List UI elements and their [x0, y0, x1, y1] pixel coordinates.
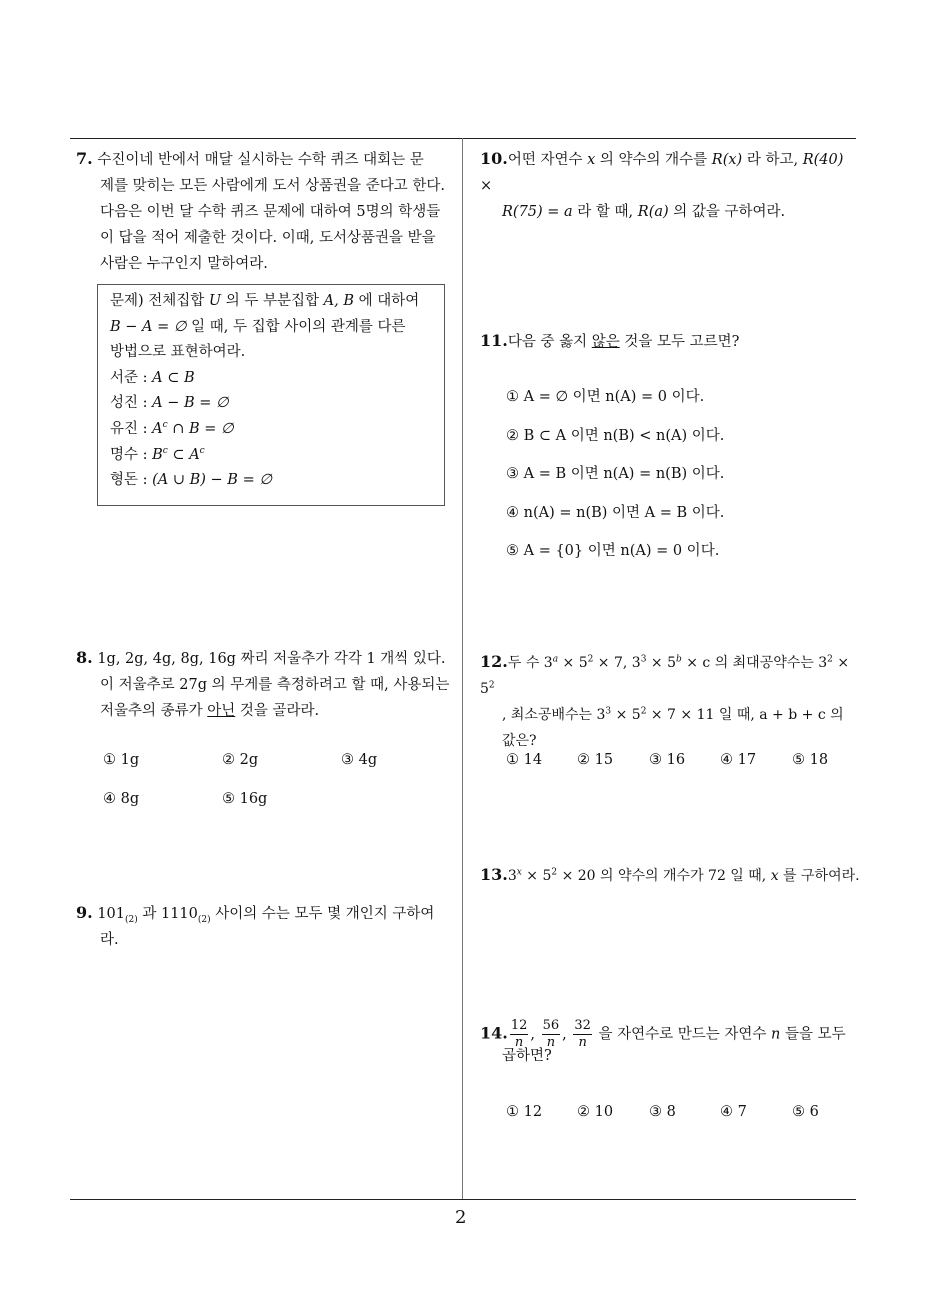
answer-hyeongdon: 형돈 : (A ∪ B) − B = ∅ [110, 472, 272, 489]
page-number: 2 [455, 1207, 467, 1228]
question-13: $13.3^x \times 5^2 \times 20$ 의 약수의 개수가 72 일 때, x 를 구하여라. [480, 865, 860, 884]
choice-5[interactable]: ⑤ 16g [222, 791, 268, 807]
fraction-32-n: $\frac{32}{n}$ [574, 1018, 591, 1050]
choice-5[interactable]: ⑤ 18 [792, 752, 829, 768]
question-11: 11.다음 중 옳지 않은 것을 모두 고르면? [480, 331, 740, 350]
question-12: 12.두 수 $3^a \times 5^2 \times 7$, $3^3 \times 5^b \times c$ 의 최대공약수는 $3^2 \times 5^2$ , 최소공배수는 $3^3 \times 5^2 \times 7 \times 11$ 일 때, a + b + c 의 값은? [480, 652, 850, 749]
fraction-12-n: $\frac{12}{n}$ [510, 1018, 528, 1050]
top-rule [70, 138, 856, 139]
fraction-56-n: $\frac{56}{n}$ [542, 1018, 560, 1050]
choice-1[interactable]: ① A = ∅ 이면 n(A) = 0 이다. [506, 389, 705, 405]
answer-yujin: 유진 : $A^c$ ∩ B = ∅ [110, 420, 234, 437]
choice-1[interactable]: ① 12 [506, 1104, 543, 1120]
choice-5[interactable]: ⑤ 6 [792, 1104, 819, 1120]
answer-myeongsu: 명수 : $B^c$ ⊂ $A^c$ [110, 445, 205, 463]
choice-4[interactable]: ④ n(A) = n(B) 이면 A = B 이다. [506, 505, 725, 521]
answer-seojun: 서준 : A ⊂ B [110, 369, 195, 386]
choice-2[interactable]: ② 2g [222, 752, 259, 768]
choice-1[interactable]: ① 14 [506, 752, 543, 768]
choice-3[interactable]: ③ 16 [649, 752, 686, 768]
choice-2[interactable]: ② B ⊂ A 이면 n(B) < n(A) 이다. [506, 428, 725, 444]
question-number: 7. [76, 149, 93, 168]
question-8: 8. 1g, 2g, 4g, 8g, 16g 짜리 저울추가 각각 1 개씩 있다. 이 저울추로 27g 의 무게를 측정하려고 할 때, 사용되는 저울추의 종류가 아닌 것을 골라라. [76, 648, 450, 719]
choice-4[interactable]: ④ 17 [720, 752, 757, 768]
answer-seongjin: 성진 : A − B = ∅ [110, 395, 229, 412]
question-14: 14. $\frac{12}{n}$ , $\frac{56}{n}$ , $\frac{32}{n}$ 을 자연수로 만드는 자연수 n 들을 모두 곱하면? [480, 1018, 846, 1064]
choice-3[interactable]: ③ 4g [341, 752, 378, 768]
choice-2[interactable]: ② 15 [577, 752, 614, 768]
question-7: 7. 수진이네 반에서 매달 실시하는 수학 퀴즈 대회는 문 제를 맞히는 모든 사람에게 도서 상품권을 준다고 한다. 다음은 이번 달 수학 퀴즈 문제에 대하여 5명의 학생들 이 답을 적어 제출한 것이다. 이때, 도서상품권을 받을 사람은 누구인지 말하여라. [76, 149, 446, 272]
question-10: 10.어떤 자연수 x 의 약수의 개수를 R(x) 라 하고, R(40) × R(75) = a 라 할 때, R(a) 의 값을 구하여라. [480, 149, 844, 220]
column-divider [462, 138, 463, 1200]
question-9: 9. $101_{(2)}$ 과 $1110_{(2)}$ 사이의 수는 모두 몇 개인지 구하여 라. [76, 903, 435, 948]
choice-4[interactable]: ④ 7 [720, 1104, 747, 1120]
question-text: 수진이네 반에서 매달 실시하는 수학 퀴즈 대회는 문 [97, 152, 424, 168]
choice-3[interactable]: ③ A = B 이면 n(A) = n(B) 이다. [506, 466, 725, 482]
choice-3[interactable]: ③ 8 [649, 1104, 676, 1120]
choice-4[interactable]: ④ 8g [103, 791, 140, 807]
problem-box: 문제) 전체집합 U 의 두 부분집합 A, B 에 대하여 B − A = ∅ 일 때, 두 집합 사이의 관계를 다른 방법으로 표현하여라. 서준 : A ⊂ B 성진 : A − B = ∅ 유진 : $A^c$ ∩ B = ∅ 명수 : $B^c$ ⊂ $A^c$ 형돈 : (A ∪ B) − B = ∅ [97, 284, 445, 506]
choice-5[interactable]: ⑤ A = {0} 이면 n(A) = 0 이다. [506, 543, 720, 559]
choice-1[interactable]: ① 1g [103, 752, 140, 768]
choice-2[interactable]: ② 10 [577, 1104, 614, 1120]
bottom-rule [70, 1199, 856, 1200]
